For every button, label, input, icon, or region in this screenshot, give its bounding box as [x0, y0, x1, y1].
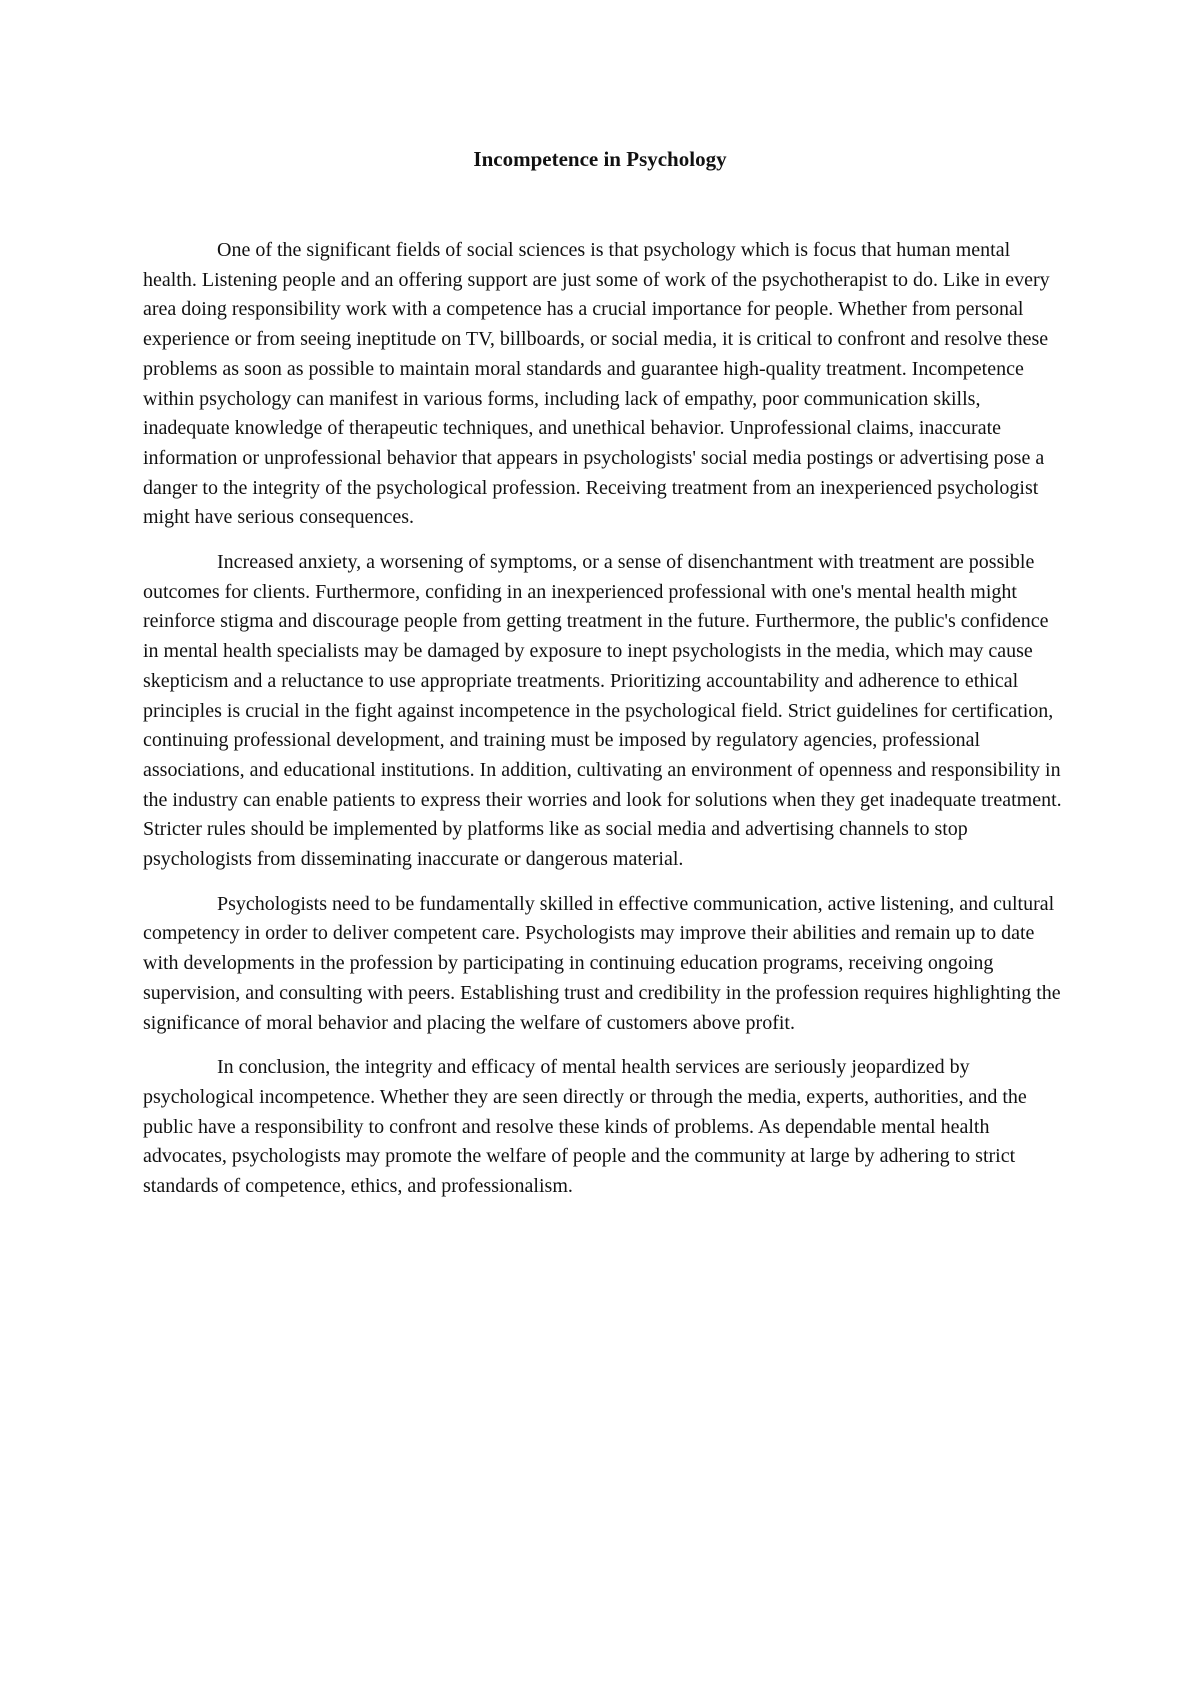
- paragraph-4: In conclusion, the integrity and efficacy of mental health services are seriously jeopardized by psychological incompetence. Whether they are seen directly or through the media, experts, authorities, and the public have a responsibility to confront and resolve these kinds of problems. As dependable mental health advocates, psychologists may promote the welfare of people and the community at large by adhering to strict standards of competence, ethics, and professionalism.: [143, 1056, 1027, 1198]
- paragraph-2: Increased anxiety, a worsening of symptoms, or a sense of disenchantment with treatment are possible outcomes for clients. Furthermore, confiding in an inexperienced professional with one's mental health might reinforce stigma and discourage people from getting treatment in the future. Furthermore, the public's confidence in mental health specialists may be damaged by exposure to inept psychologists in the media, which may cause skepticism and a reluctance to use appropriate treatments. Prioritizing accountability and adherence to ethical principles is crucial in the fight against incompetence in the psychological field. Strict guidelines for certification, continuing professional development, and training must be imposed by regulatory agencies, professional associations, and educational institutions. In addition, cultivating an environment of openness and responsibility in the industry can enable patients to express their worries and look for solutions when they get inadequate treatment. Stricter rules should be implemented by platforms like as social media and advertising channels to stop psychologists from disseminating inaccurate or dangerous material.: [143, 551, 1062, 871]
- document-body: [143, 236, 1063, 1217]
- document-title: Incompetence in Psychology: [473, 147, 727, 171]
- paragraph-1: One of the significant fields of social sciences is that psychology which is focus that human mental health. Listening people and an offering support are just some of work of the psychotherapist to do. Like in every area doing responsibility work with a competence has a crucial importance for people. Whether from personal experience or from seeing ineptitude on TV, billboards, or social media, it is critical to confront and resolve these problems as soon as possible to maintain moral standards and guarantee high-quality treatment. Incompetence within psychology can manifest in various forms, including lack of empathy, poor communication skills, inadequate knowledge of therapeutic techniques, and unethical behavior. Unprofessional claims, inaccurate information or unprofessional behavior that appears in psychologists' social media postings or advertising pose a danger to the integrity of the psychological profession. Receiving treatment from an inexperienced psychologist might have serious consequences.: [143, 239, 1050, 529]
- paragraph-3: Psychologists need to be fundamentally skilled in effective communication, active listening, and cultural competency in order to deliver competent care. Psychologists may improve their abilities and remain up to date with developments in the profession by participating in continuing education programs, receiving ongoing supervision, and consulting with peers. Establishing trust and credibility in the profession requires highlighting the significance of moral behavior and placing the welfare of customers above profit.: [143, 892, 1061, 1034]
